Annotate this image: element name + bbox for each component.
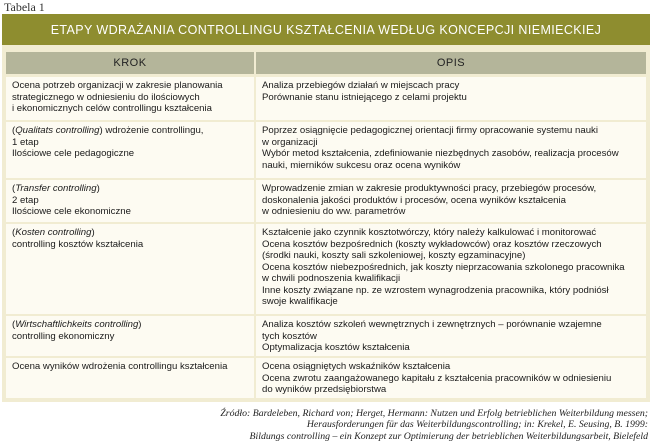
opis-line: Analiza przebiegów działań w miejscach pracy <box>262 80 460 91</box>
source-line: Herausforderungen für das Weiterbildungscontrolling; in: Krekel, E. Seusing, B. 1999: <box>306 419 648 431</box>
krok-text: Ilościowe cele pedagogiczne <box>12 148 135 159</box>
krok-text: ( <box>12 319 16 330</box>
table-row-opis-cell <box>256 77 646 120</box>
krok-text: ( <box>12 183 16 194</box>
opis-line: Wybór metod kształcenia, zdefiniowanie niezbędnych zasobów, realizacja procesów <box>262 148 619 159</box>
krok-text: 2 etap <box>12 194 39 206</box>
krok-text: Ocena potrzeb organizacji w zakresie planowania <box>12 80 223 91</box>
opis-line: Ocena zwrotu zaangażowanego kapitału z kształcenia pracowników w odniesieniu <box>262 372 612 384</box>
opis-line: w organizacji <box>262 136 318 148</box>
opis-line: Ocena kosztów bezpośrednich (koszty wykładowców) oraz kosztów rzeczowych <box>262 238 602 250</box>
opis-line: Ocena kosztów niebezpośrednich, jak koszty nieprzacowania szkolonego pracownika <box>262 261 625 273</box>
krok-text: Ilościowe cele ekonomiczne <box>12 206 131 217</box>
table-caption: Tabela 1 <box>4 0 45 14</box>
table-row-krok-cell <box>6 77 254 120</box>
krok-italic-term: Qualitats controlling <box>15 125 100 136</box>
krok-italic-term: Kosten controlling <box>15 227 92 238</box>
opis-line: Optymalizacja kosztów kształcenia <box>262 342 410 353</box>
krok-italic-term: Wirtschaftlichkeits controlling <box>15 319 139 330</box>
source-line: Źródło: Bardeleben, Richard von; Herget, Hermann: Nutzen und Erfolg betrieblichen Weiterbildung messen; <box>220 408 648 419</box>
krok-text: ( <box>12 125 16 136</box>
opis-line: Analiza kosztów szkoleń wewnętrznych i zewnętrznych – porównanie wzajemne <box>262 319 602 330</box>
krok-line <box>12 137 254 149</box>
opis-line: doskonalenia jakości produktów i procesów, ocena wyników kształcenia <box>262 194 566 206</box>
opis-line: (środki nauki, koszty sali szkoleniowej, koszty egzaminacyjne) <box>262 250 526 261</box>
opis-line: do wyników przedsiębiorstwa <box>262 384 387 395</box>
krok-line <box>12 331 254 343</box>
krok-line <box>12 148 254 160</box>
column-header-opis: OPIS <box>256 52 646 74</box>
opis-line: tych kosztów <box>262 330 317 342</box>
table-row-opis-cell <box>256 316 646 356</box>
table-row-opis-cell <box>256 358 646 398</box>
opis-line: nauki, mierników sukcesu oraz ocena wyników <box>262 159 461 171</box>
table-row-krok-cell <box>6 224 254 314</box>
table-title: ETAPY WDRAŻANIA CONTROLLINGU KSZTAŁCENIA WEDŁUG KONCEPCJI NIEMIECKIEJ <box>2 14 650 45</box>
table-row-opis-cell <box>256 122 646 178</box>
opis-line: swoje kwalifikacje <box>262 296 338 307</box>
krok-line <box>12 195 254 207</box>
table-row-krok-cell <box>6 122 254 178</box>
opis-line: Kształcenie jako czynnik kosztotwórczy, który należy kalkulować i monitorować <box>262 227 597 238</box>
krok-text: ) <box>91 227 95 238</box>
table-row-opis-cell <box>256 180 646 222</box>
table-row-krok-cell <box>6 316 254 356</box>
krok-text: i ekonomicznych celów controllingu kształcenia <box>12 103 212 114</box>
krok-text: controlling ekonomiczny <box>12 330 115 342</box>
opis-line: w chwili podnoszenia kwalifikacji <box>262 273 401 284</box>
opis-line: w odniesieniu do ww. parametrów <box>262 206 406 217</box>
krok-text: ) <box>138 319 142 330</box>
krok-text: controlling kosztów kształcenia <box>12 238 144 250</box>
krok-line <box>12 319 254 331</box>
table-row-opis-cell <box>256 224 646 314</box>
krok-line <box>12 361 254 373</box>
opis-line: Porównanie stanu istniejącego z celami projektu <box>262 91 467 103</box>
table-row-krok-cell <box>6 180 254 222</box>
krok-line <box>12 92 254 104</box>
krok-text: ) <box>96 183 100 194</box>
krok-text: ( <box>12 227 16 238</box>
krok-line <box>12 103 254 115</box>
krok-text: strategicznego w odniesieniu do ilościowych <box>12 91 200 103</box>
source-line: Bildungs controlling – ein Konzept zur Optimierung der betrieblichen Weiterbildungsarbeit, Bielefeld <box>249 430 648 442</box>
krok-line <box>12 239 254 251</box>
krok-text: 1 etap <box>12 136 39 148</box>
opis-line: Ocena osiągniętych wskaźników kształcenia <box>262 361 451 372</box>
krok-line <box>12 206 254 218</box>
opis-line: Poprzez osiągnięcie pedagogicznej orientacji firmy opracowanie systemu nauki <box>262 125 598 136</box>
krok-text: Ocena wyników wdrożenia controllingu kształcenia <box>12 361 228 372</box>
krok-line <box>12 80 254 92</box>
opis-line: Wprowadzenie zmian w zakresie produktywności pracy, przebiegów procesów, <box>262 183 597 194</box>
krok-line <box>12 183 254 195</box>
krok-line <box>12 125 254 137</box>
krok-line <box>12 227 254 239</box>
krok-italic-term: Transfer controlling <box>15 183 97 194</box>
opis-line: Inne koszty związane np. ze wzrostem wynagrodzenia pracownika, który podniósł <box>262 284 609 296</box>
krok-text: ) wdrożenie controllingu, <box>99 125 204 136</box>
table-row-krok-cell <box>6 358 254 398</box>
source-note <box>8 408 648 442</box>
column-header-krok: KROK <box>6 52 254 74</box>
